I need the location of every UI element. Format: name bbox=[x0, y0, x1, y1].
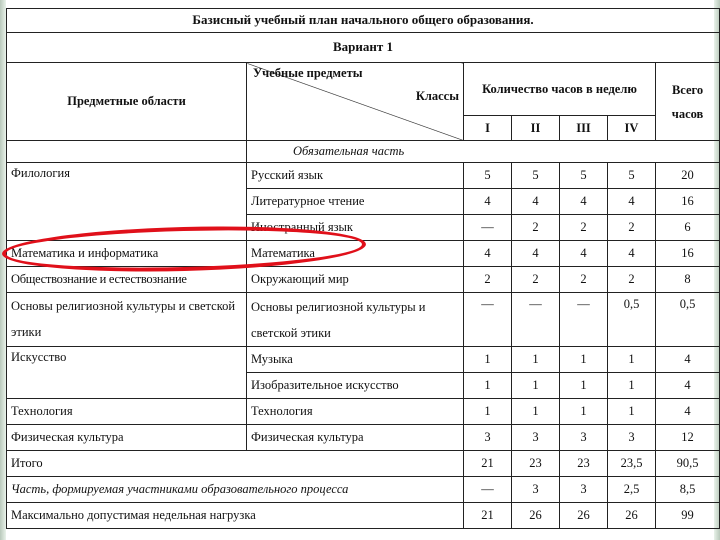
area-cell: Обществознание и естествознание bbox=[7, 267, 247, 293]
hours-cell: 1 bbox=[608, 399, 656, 425]
total-cell: 99 bbox=[656, 503, 720, 529]
hours-cell: 4 bbox=[512, 241, 560, 267]
hours-cell: 4 bbox=[560, 189, 608, 215]
table-row bbox=[7, 267, 720, 293]
hours-cell: 3 bbox=[464, 425, 512, 451]
summary-row bbox=[7, 477, 720, 503]
hours-cell: 2 bbox=[608, 267, 656, 293]
curriculum-table bbox=[6, 8, 720, 529]
subject-cell: Русский язык bbox=[247, 163, 464, 189]
hours-cell: 0,5 bbox=[608, 293, 656, 347]
total-cell: 90,5 bbox=[656, 451, 720, 477]
subject-cell: Физическая культура bbox=[247, 425, 464, 451]
summary-label: Часть, формируемая участниками образовательного процесса bbox=[7, 477, 464, 503]
header-hours: Количество часов в неделю bbox=[464, 63, 656, 116]
total-cell: 8 bbox=[656, 267, 720, 293]
table-row bbox=[7, 241, 720, 267]
summary-row bbox=[7, 451, 720, 477]
hours-cell: 4 bbox=[608, 189, 656, 215]
table-title: Базисный учебный план начального общего образования. bbox=[7, 9, 720, 33]
hours-cell: 23 bbox=[512, 451, 560, 477]
hours-cell: 1 bbox=[464, 399, 512, 425]
hours-cell: 4 bbox=[464, 189, 512, 215]
subject-cell: Иностранный язык bbox=[247, 215, 464, 241]
hours-cell: 1 bbox=[560, 399, 608, 425]
subject-cell: Музыка bbox=[247, 347, 464, 373]
header-total: Всего часов bbox=[656, 63, 720, 141]
hours-cell: 2,5 bbox=[608, 477, 656, 503]
mandatory-part-label: Обязательная часть bbox=[247, 141, 720, 163]
hours-cell: 3 bbox=[560, 477, 608, 503]
total-cell: 8,5 bbox=[656, 477, 720, 503]
subject-cell: Окружающий мир bbox=[247, 267, 464, 293]
summary-label: Итого bbox=[7, 451, 464, 477]
total-cell: 20 bbox=[656, 163, 720, 189]
header-grade: III bbox=[560, 116, 608, 141]
subject-cell: Изобразительное искусство bbox=[247, 373, 464, 399]
table-row bbox=[7, 425, 720, 451]
subject-cell: Математика bbox=[247, 241, 464, 267]
hours-cell: 2 bbox=[608, 215, 656, 241]
table-row bbox=[7, 163, 720, 189]
hours-cell: — bbox=[512, 293, 560, 347]
header-classes: Классы bbox=[415, 89, 459, 103]
header-grade: I bbox=[464, 116, 512, 141]
hours-cell: 5 bbox=[464, 163, 512, 189]
hours-cell: 4 bbox=[560, 241, 608, 267]
table-row bbox=[7, 293, 720, 347]
table-row bbox=[7, 399, 720, 425]
summary-label: Максимально допустимая недельная нагрузка bbox=[7, 503, 464, 529]
hours-cell: 2 bbox=[560, 267, 608, 293]
header-areas: Предметные области bbox=[7, 63, 247, 141]
hours-cell: 5 bbox=[512, 163, 560, 189]
subject-cell: Технология bbox=[247, 399, 464, 425]
hours-cell: 1 bbox=[512, 347, 560, 373]
hours-cell: 26 bbox=[560, 503, 608, 529]
hours-cell: — bbox=[464, 215, 512, 241]
summary-row bbox=[7, 503, 720, 529]
hours-cell: 2 bbox=[512, 267, 560, 293]
header-grade: II bbox=[512, 116, 560, 141]
header-diagonal-cell bbox=[247, 63, 464, 141]
header-subjects: Учебные предметы bbox=[253, 66, 363, 80]
hours-cell: 23,5 bbox=[608, 451, 656, 477]
header-grade: IV bbox=[608, 116, 656, 141]
table-row bbox=[7, 347, 720, 373]
hours-cell: 23 bbox=[560, 451, 608, 477]
hours-cell: 3 bbox=[560, 425, 608, 451]
hours-cell: 1 bbox=[608, 347, 656, 373]
hours-cell: 4 bbox=[608, 241, 656, 267]
hours-cell: 1 bbox=[464, 347, 512, 373]
total-cell: 16 bbox=[656, 189, 720, 215]
hours-cell: 1 bbox=[512, 373, 560, 399]
hours-cell: — bbox=[464, 477, 512, 503]
area-cell: Основы религиозной культуры и светской этики bbox=[7, 293, 247, 347]
hours-cell: 1 bbox=[560, 347, 608, 373]
hours-cell: 3 bbox=[608, 425, 656, 451]
total-cell: 12 bbox=[656, 425, 720, 451]
hours-cell: — bbox=[560, 293, 608, 347]
hours-cell: 5 bbox=[560, 163, 608, 189]
hours-cell: 3 bbox=[512, 477, 560, 503]
total-cell: 0,5 bbox=[656, 293, 720, 347]
subject-cell: Основы религиозной культуры и светской этики bbox=[247, 293, 464, 347]
area-cell: Физическая культура bbox=[7, 425, 247, 451]
hours-cell: 3 bbox=[512, 425, 560, 451]
hours-cell: — bbox=[464, 293, 512, 347]
total-cell: 4 bbox=[656, 399, 720, 425]
area-cell: Технология bbox=[7, 399, 247, 425]
hours-cell: 21 bbox=[464, 451, 512, 477]
hours-cell: 4 bbox=[512, 189, 560, 215]
hours-cell: 21 bbox=[464, 503, 512, 529]
total-cell: 6 bbox=[656, 215, 720, 241]
total-cell: 16 bbox=[656, 241, 720, 267]
hours-cell: 1 bbox=[608, 373, 656, 399]
hours-cell: 2 bbox=[512, 215, 560, 241]
area-cell: Филология bbox=[7, 163, 247, 241]
hours-cell: 2 bbox=[464, 267, 512, 293]
hours-cell: 1 bbox=[560, 373, 608, 399]
hours-cell: 5 bbox=[608, 163, 656, 189]
hours-cell: 1 bbox=[512, 399, 560, 425]
hours-cell: 4 bbox=[464, 241, 512, 267]
area-cell: Искусство bbox=[7, 347, 247, 399]
subject-cell: Литературное чтение bbox=[247, 189, 464, 215]
hours-cell: 26 bbox=[512, 503, 560, 529]
total-cell: 4 bbox=[656, 373, 720, 399]
total-cell: 4 bbox=[656, 347, 720, 373]
area-cell: Математика и информатика bbox=[7, 241, 247, 267]
hours-cell: 26 bbox=[608, 503, 656, 529]
hours-cell: 2 bbox=[560, 215, 608, 241]
hours-cell: 1 bbox=[464, 373, 512, 399]
table-subtitle: Вариант 1 bbox=[7, 33, 720, 63]
